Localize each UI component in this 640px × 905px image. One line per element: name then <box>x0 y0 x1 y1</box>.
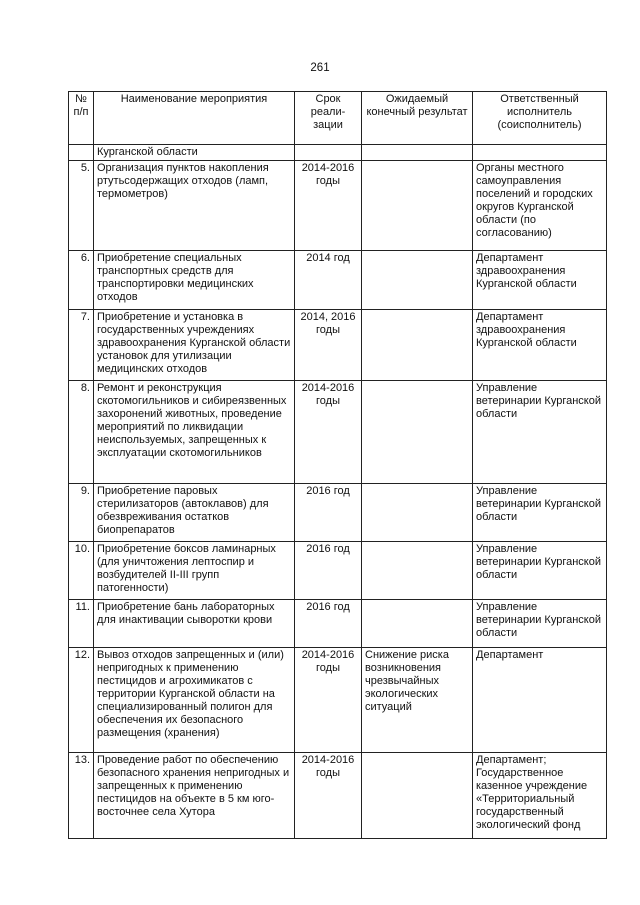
row-result <box>362 310 473 381</box>
row-term: 2014 год <box>295 251 362 310</box>
row-term: 2016 год <box>295 600 362 648</box>
row-result <box>362 600 473 648</box>
row-term: 2014-2016 годы <box>295 753 362 839</box>
table-row <box>69 600 607 648</box>
row-term: 2014-2016 годы <box>295 161 362 251</box>
row-result <box>362 542 473 600</box>
row-result <box>362 161 473 251</box>
row-executor: Департамент <box>473 648 607 753</box>
header-result: Ожидаемый конечный результат <box>362 92 473 145</box>
row-name: Приобретение и установка в государственных учреждениях здравоохранения Курганской области установок для утилизации медицинских отходов <box>94 310 295 381</box>
row-num: 13. <box>69 753 94 839</box>
table-row <box>69 484 607 542</box>
row-executor: Органы местного самоуправления поселений и городских округов Курганской области (по согласованию) <box>473 161 607 251</box>
header-term: Срок реали-зации <box>295 92 362 145</box>
row-result <box>362 484 473 542</box>
page-number: 261 <box>310 62 330 74</box>
row-term: 2016 год <box>295 542 362 600</box>
row-num: 9. <box>69 484 94 542</box>
row-name: Приобретение бань лабораторных для инактивации сыворотки крови <box>94 600 295 648</box>
row-result: Снижение риска возникновения чрезвычайных экологических ситуаций <box>362 648 473 753</box>
row-num: 6. <box>69 251 94 310</box>
table-row <box>69 542 607 600</box>
row-result <box>362 381 473 484</box>
row-executor: Управление ветеринарии Курганской области <box>473 600 607 648</box>
row-num: 8. <box>69 381 94 484</box>
row-name: Организация пунктов накопления ртутьсодержащих отходов (ламп, термометров) <box>94 161 295 251</box>
row-num: 12. <box>69 648 94 753</box>
row-name: Вывоз отходов запрещенных и (или) непригодных к применению пестицидов и агрохимикатов с территории Курганской области на специализированный полигон для обеспечения их безопасного размещения (хранения) <box>94 648 295 753</box>
row-term: 2014, 2016 годы <box>295 310 362 381</box>
continuation-text: Курганской области <box>94 145 295 161</box>
row-name: Приобретение специальных транспортных средств для транспортировки медицинских отходов <box>94 251 295 310</box>
row-executor: Управление ветеринарии Курганской области <box>473 542 607 600</box>
row-executor: Департамент здравоохранения Курганской области <box>473 251 607 310</box>
row-result <box>362 251 473 310</box>
row-name: Приобретение боксов ламинарных (для уничтожения лептоспир и возбудителей II-III групп патогенности) <box>94 542 295 600</box>
table-row <box>69 251 607 310</box>
row-executor: Департамент; Государственное казенное учреждение «Территориальный государственный экологический фонд <box>473 753 607 839</box>
row-term: 2014-2016 годы <box>295 648 362 753</box>
row-term: 2014-2016 годы <box>295 381 362 484</box>
table-row <box>69 381 607 484</box>
measures-table <box>68 91 607 839</box>
row-name: Приобретение паровых стерилизаторов (автоклавов) для обезвреживания остатков биопрепаратов <box>94 484 295 542</box>
continuation-row <box>69 145 607 161</box>
table-row <box>69 648 607 753</box>
table-header-row <box>69 92 607 145</box>
row-term: 2016 год <box>295 484 362 542</box>
table-row <box>69 161 607 251</box>
table-row <box>69 310 607 381</box>
row-name: Ремонт и реконструкция скотомогильников и сибиреязвенных захоронений животных, проведение мероприятий по ликвидации неиспользуемых, запрещенных к эксплуатации скотомогильников <box>94 381 295 484</box>
row-executor: Управление ветеринарии Курганской области <box>473 484 607 542</box>
header-executor: Ответственный исполнитель (соисполнитель) <box>473 92 607 145</box>
row-name: Проведение работ по обеспечению безопасного хранения непригодных и запрещенных к применению пестицидов на объекте в 5 км юго-восточнее села Хутора <box>94 753 295 839</box>
row-num: 10. <box>69 542 94 600</box>
row-num: 5. <box>69 161 94 251</box>
row-num: 11. <box>69 600 94 648</box>
table-row <box>69 753 607 839</box>
row-num: 7. <box>69 310 94 381</box>
header-name: Наименование мероприятия <box>94 92 295 145</box>
row-executor: Управление ветеринарии Курганской области <box>473 381 607 484</box>
row-executor: Департамент здравоохранения Курганской области <box>473 310 607 381</box>
header-num: № п/п <box>69 92 94 145</box>
row-result <box>362 753 473 839</box>
